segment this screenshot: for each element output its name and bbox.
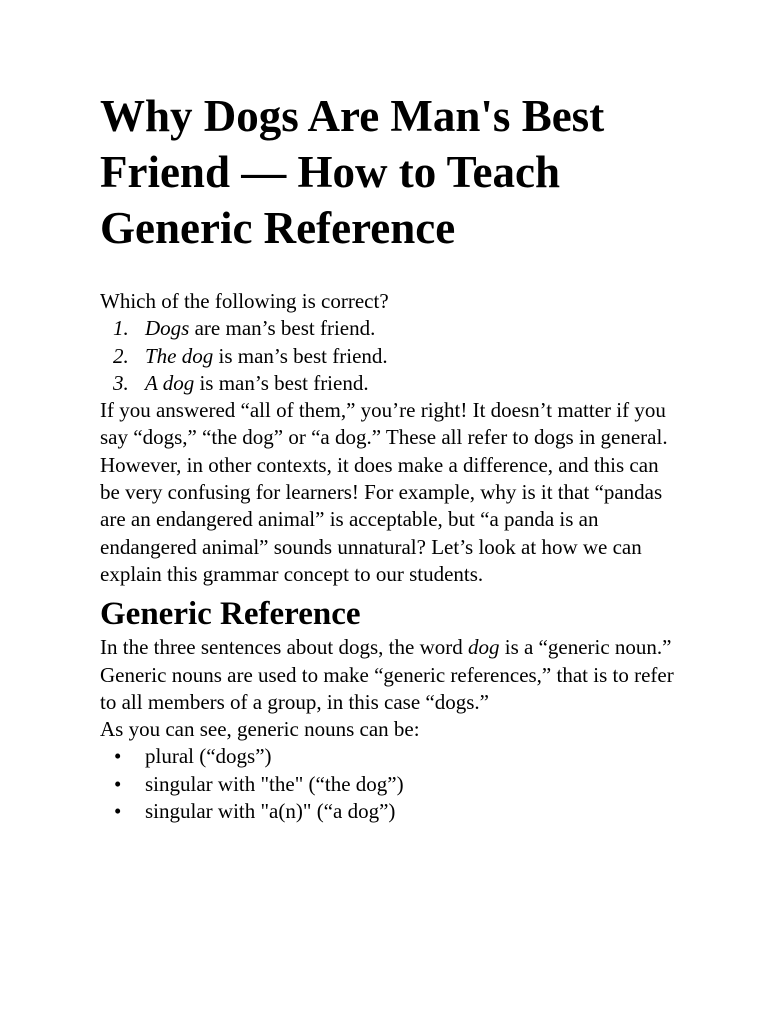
- answer-lead: A dog: [145, 370, 195, 395]
- answer-rest: are man’s best friend.: [189, 316, 376, 341]
- answer-lead: The dog: [145, 343, 214, 368]
- answer-number: 1.: [113, 316, 129, 341]
- forms-list-item: [100, 771, 680, 798]
- answer-rest: is man’s best friend.: [194, 370, 369, 395]
- forms-list: [100, 743, 680, 825]
- answer-rest: is man’s best friend.: [213, 343, 388, 368]
- page-title: Why Dogs Are Man's Best Friend — How to Teach Generic Reference: [100, 91, 605, 253]
- answer-list: [100, 315, 680, 397]
- section-heading: Generic Reference: [100, 596, 361, 633]
- forms-item-text: singular with "a(n)" (“a dog”): [145, 799, 396, 824]
- forms-intro-paragraph: As you can see, generic nouns can be:: [100, 717, 420, 742]
- answer-lead: Dogs: [145, 316, 190, 341]
- question-text: Which of the following is correct?: [100, 289, 389, 313]
- answer-item: [100, 370, 680, 397]
- forms-item-text: singular with "the" (“the dog”): [145, 771, 404, 796]
- forms-list-item: [100, 798, 680, 825]
- forms-list-item: [100, 743, 680, 770]
- forms-item-text: plural (“dogs”): [145, 744, 272, 769]
- generic-text-before: In the three sentences about dogs, the word: [100, 635, 468, 660]
- generic-term: dog: [467, 635, 500, 660]
- context-paragraph: However, in other contexts, it does make a difference, and this can be very confusing for learners! For example, why is it that “pandas are an endangered animal” is acceptable, but “a panda is an endangered animal” sounds unnatural? Let’s look at how we can explain this grammar concept to our students.: [100, 452, 663, 586]
- document-page: [100, 88, 680, 825]
- answer-number: 3.: [113, 370, 129, 395]
- answer-item: [100, 315, 680, 342]
- answer-explanation-paragraph: If you answered “all of them,” you’re right! It doesn’t matter if you say “dogs,” “the dog” or “a dog.” These all refer to dogs in general.: [100, 398, 668, 450]
- bullet-icon: •: [114, 744, 122, 769]
- bullet-icon: •: [114, 771, 122, 796]
- generic-noun-paragraph: [100, 634, 680, 716]
- generic-text-after: is a “generic noun.” Generic nouns are used to make “generic references,” that is to refer to all members of a group, in this case “dogs.”: [100, 635, 674, 714]
- answer-number: 2.: [113, 343, 129, 368]
- bullet-icon: •: [114, 799, 122, 824]
- answer-item: [100, 343, 680, 370]
